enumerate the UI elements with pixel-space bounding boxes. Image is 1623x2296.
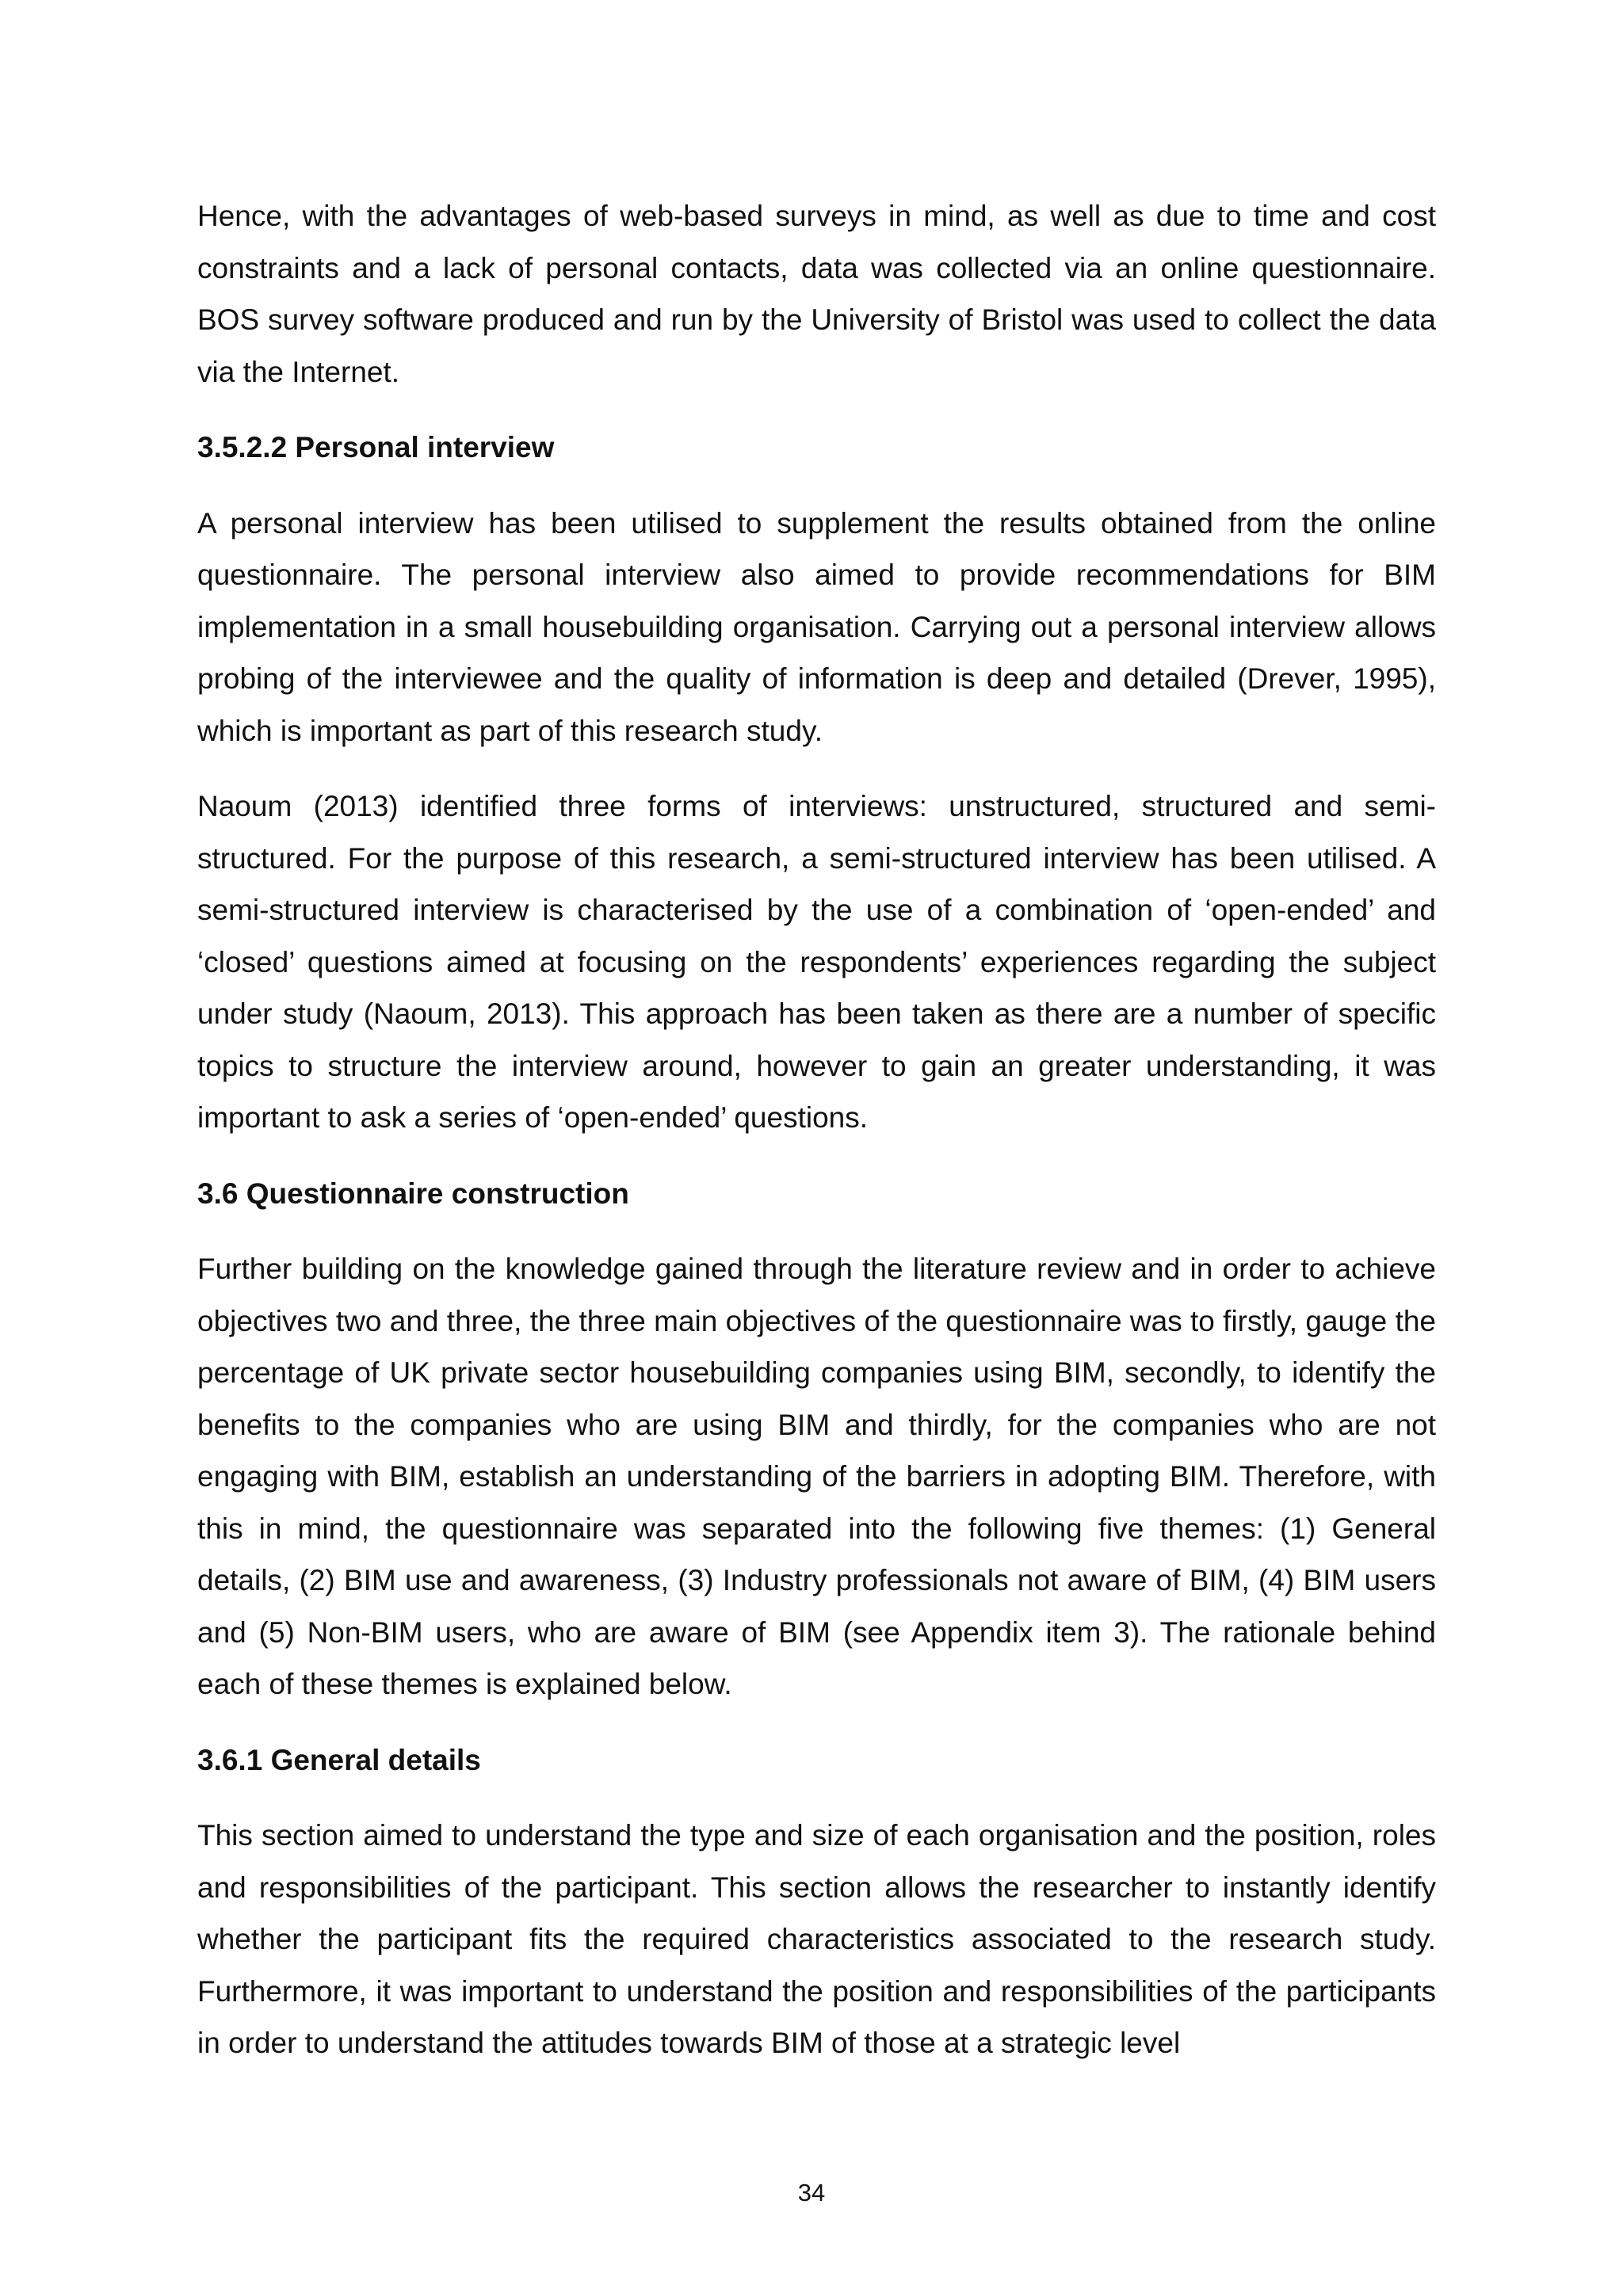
paragraph-personal-interview: A personal interview has been utilised to supplement the results obtained from the online questionnaire. The personal interview also aimed to provide recommendations for BIM implementation in a small housebuilding organisation. Carrying out a personal interview allows probing of the interviewee and the quality of information is deep and detailed (Drever, 1995), which is important as part of this research study. — [197, 506, 1436, 747]
paragraph-interview-forms: Naoum (2013) identified three forms of interviews: unstructured, structured and semi-structured. For the purpose of this research, a semi-structured interview has been utilised. A semi-structured interview is characterised by the use of a combination of ‘open-ended’ and ‘closed’ questions aimed at focusing on the respondents’ experiences regarding the subject under study (Naoum, 2013). This approach has been taken as there are a number of specific topics to structure the interview around, however to gain an greater understanding, it was important to ask a series of ‘open-ended’ questions. — [197, 790, 1436, 1134]
heading-personal-interview: 3.5.2.2 Personal interview — [197, 431, 555, 463]
heading-questionnaire-construction: 3.6 Questionnaire construction — [197, 1177, 629, 1210]
paragraph-general-details: This section aimed to understand the type and size of each organisation and the position, roles and responsibilities of the participant. This section allows the researcher to instantly identify whether the participant fits the required characteristics associated to the research study. Furthermore, it was important to understand the position and responsibilities of the participants in order to understand the attitudes towards BIM of those at a strategic level — [197, 1819, 1436, 2059]
heading-general-details: 3.6.1 General details — [197, 1743, 481, 1776]
document-page — [197, 190, 1436, 2093]
paragraph-web-surveys: Hence, with the advantages of web-based surveys in mind, as well as due to time and cost constraints and a lack of personal contacts, data was collected via an online questionnaire. BOS survey software produced and run by the University of Bristol was used to collect the data via the Internet. — [197, 200, 1436, 388]
paragraph-questionnaire-objectives: Further building on the knowledge gained through the literature review and in order to achieve objectives two and three, the three main objectives of the questionnaire was to firstly, gauge the percentage of UK private sector housebuilding companies using BIM, secondly, to identify the benefits to the companies who are using BIM and thirdly, for the companies who are not engaging with BIM, establish an understanding of the barriers in adopting BIM. Therefore, with this in mind, the questionnaire was separated into the following five themes: (1) General details, (2) BIM use and awareness, (3) Industry professionals not aware of BIM, (4) BIM users and (5) Non-BIM users, who are aware of BIM (see Appendix item 3). The rationale behind each of these themes is explained below. — [197, 1253, 1436, 1700]
page-number: 34 — [797, 2179, 826, 2206]
